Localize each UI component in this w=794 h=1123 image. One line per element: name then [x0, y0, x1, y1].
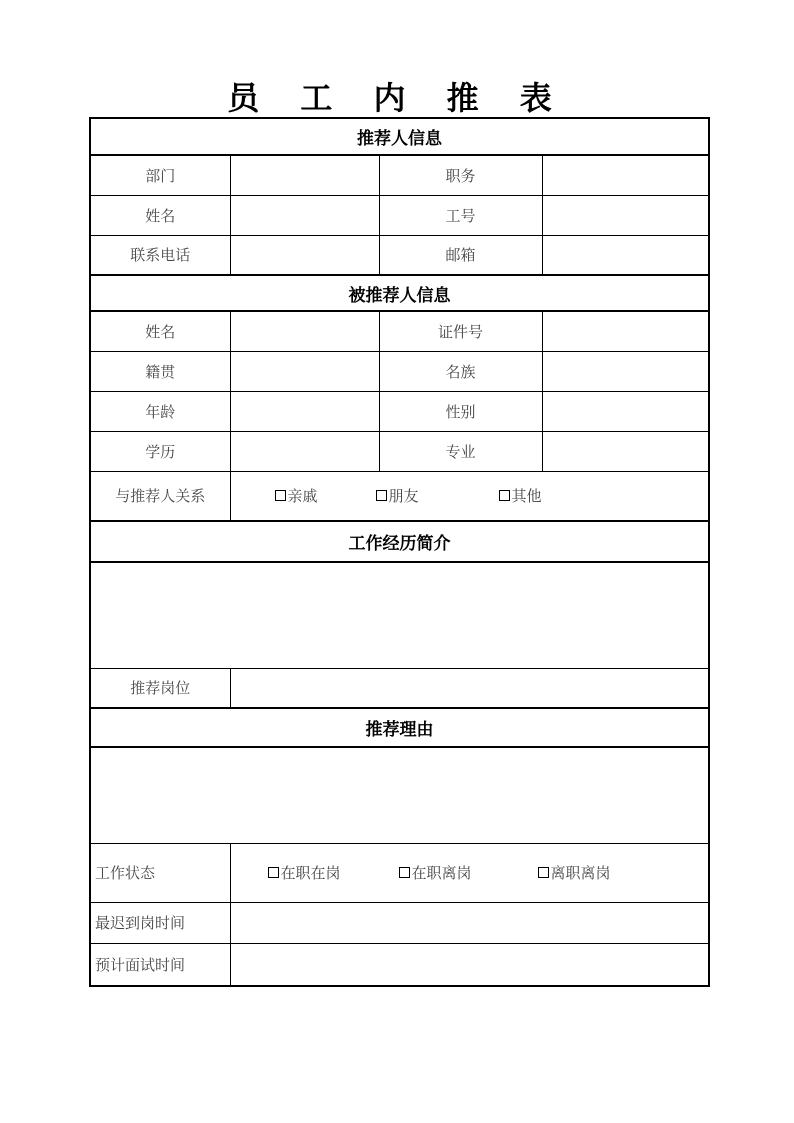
form-row	[90, 195, 709, 235]
label-education: 学历	[90, 431, 230, 471]
label-earliest-arrival: 最迟到岗时间	[90, 902, 230, 943]
form-row	[90, 351, 709, 391]
input-phone[interactable]	[230, 235, 379, 275]
input-recommended-post[interactable]	[230, 668, 709, 708]
relationship-option-other[interactable]: 其他	[499, 485, 542, 506]
form-row	[90, 562, 709, 668]
input-education[interactable]	[230, 431, 379, 471]
page-title: 员 工 内 推 表	[227, 79, 567, 117]
form-row	[90, 155, 709, 195]
section-header-reason	[90, 708, 709, 747]
label-referrer-name: 姓名	[90, 195, 230, 235]
label-major: 专业	[379, 431, 542, 471]
section-title-referrer: 推荐人信息	[90, 118, 709, 155]
relationship-options	[230, 471, 709, 521]
input-email[interactable]	[542, 235, 709, 275]
input-gender[interactable]	[542, 391, 709, 431]
referral-form-table	[89, 117, 710, 987]
input-ethnicity[interactable]	[542, 351, 709, 391]
label-age: 年龄	[90, 391, 230, 431]
input-employee-id[interactable]	[542, 195, 709, 235]
form-row	[90, 391, 709, 431]
label-position: 职务	[379, 155, 542, 195]
work-status-option-employed-on-post[interactable]: 在职在岗	[268, 862, 341, 883]
checkbox-icon[interactable]	[275, 490, 286, 501]
input-work-history[interactable]	[90, 562, 709, 668]
section-title-referee: 被推荐人信息	[90, 275, 709, 311]
section-title-reason: 推荐理由	[90, 708, 709, 747]
label-referee-name: 姓名	[90, 311, 230, 351]
input-position[interactable]	[542, 155, 709, 195]
form-row	[90, 843, 709, 902]
work-status-options	[230, 843, 709, 902]
input-department[interactable]	[230, 155, 379, 195]
input-earliest-arrival[interactable]	[230, 902, 709, 943]
work-status-option-employed-off-post[interactable]: 在职离岗	[399, 862, 472, 883]
form-row	[90, 747, 709, 843]
section-title-work-history: 工作经历简介	[90, 521, 709, 562]
form-row	[90, 471, 709, 521]
input-reason[interactable]	[90, 747, 709, 843]
label-native-place: 籍贯	[90, 351, 230, 391]
label-department: 部门	[90, 155, 230, 195]
section-header-referrer	[90, 118, 709, 155]
form-row	[90, 943, 709, 986]
input-major[interactable]	[542, 431, 709, 471]
label-interview-time: 预计面试时间	[90, 943, 230, 986]
input-id-number[interactable]	[542, 311, 709, 351]
input-age[interactable]	[230, 391, 379, 431]
checkbox-icon[interactable]	[499, 490, 510, 501]
label-email: 邮箱	[379, 235, 542, 275]
checkbox-icon[interactable]	[376, 490, 387, 501]
form-row	[90, 311, 709, 351]
relationship-option-friend[interactable]: 朋友	[376, 485, 419, 506]
form-row	[90, 235, 709, 275]
checkbox-icon[interactable]	[538, 867, 549, 878]
label-employee-id: 工号	[379, 195, 542, 235]
label-id-number: 证件号	[379, 311, 542, 351]
form-row	[90, 668, 709, 708]
checkbox-icon[interactable]	[268, 867, 279, 878]
input-referrer-name[interactable]	[230, 195, 379, 235]
label-recommended-post: 推荐岗位	[90, 668, 230, 708]
input-native-place[interactable]	[230, 351, 379, 391]
label-phone: 联系电话	[90, 235, 230, 275]
input-referee-name[interactable]	[230, 311, 379, 351]
section-header-work-history	[90, 521, 709, 562]
form-row	[90, 431, 709, 471]
relationship-option-relative[interactable]: 亲戚	[275, 485, 318, 506]
section-header-referee	[90, 275, 709, 311]
checkbox-icon[interactable]	[399, 867, 410, 878]
work-status-option-left[interactable]: 离职离岗	[538, 862, 611, 883]
label-ethnicity: 名族	[379, 351, 542, 391]
label-relationship: 与推荐人关系	[90, 471, 230, 521]
label-work-status: 工作状态	[90, 843, 230, 902]
form-row	[90, 902, 709, 943]
input-interview-time[interactable]	[230, 943, 709, 986]
label-gender: 性别	[379, 391, 542, 431]
